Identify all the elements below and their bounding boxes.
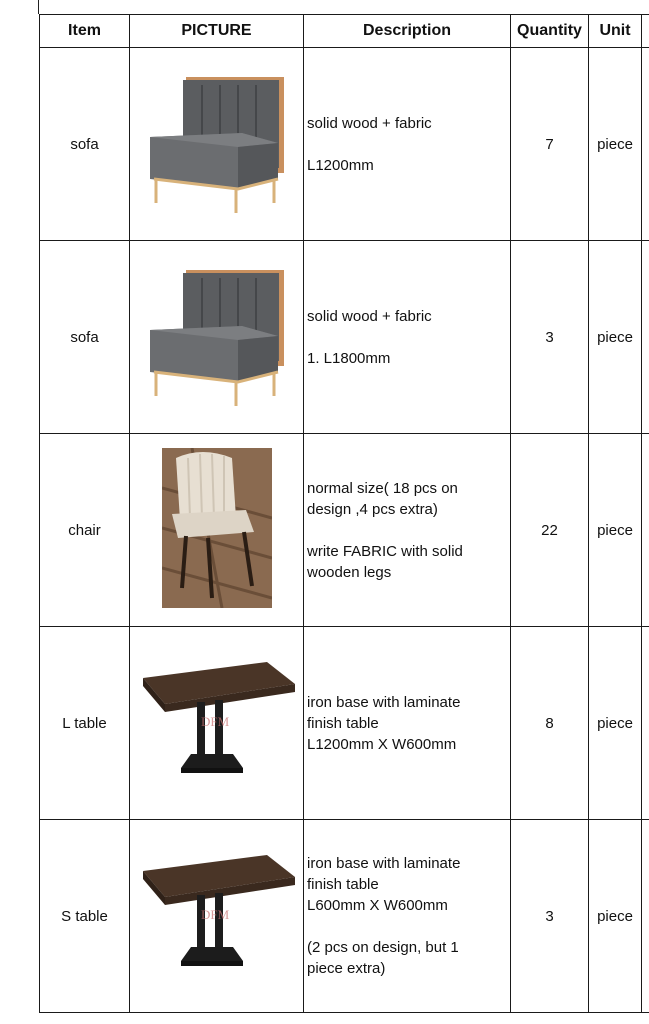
- description-line: 1. L1800mm: [307, 349, 391, 367]
- picture-cell: [130, 48, 304, 241]
- table-icon: [137, 656, 297, 790]
- description-line: finish table: [307, 714, 379, 732]
- description-line: write FABRIC with solid: [307, 542, 463, 560]
- sofa-icon: [142, 67, 292, 221]
- watermark-text: DFM: [200, 907, 229, 922]
- extra-cell: [642, 820, 649, 1013]
- table-icon: [137, 849, 297, 983]
- table-row: [40, 48, 649, 241]
- header-item: Item: [40, 15, 130, 48]
- description-line: iron base with laminate: [307, 855, 461, 872]
- item-name: S table: [40, 820, 130, 1013]
- unit-value: piece: [589, 820, 642, 1013]
- description-line: finish table: [307, 876, 379, 893]
- description-line: L1200mm: [307, 156, 374, 174]
- table-row: [40, 627, 649, 820]
- header-unit: Unit: [589, 15, 642, 48]
- picture-cell: [130, 241, 304, 434]
- header-quantity: Quantity: [511, 15, 589, 48]
- description-cell: [304, 48, 511, 241]
- quantity-value: 3: [511, 241, 589, 434]
- description-cell: [304, 434, 511, 627]
- description-line: [307, 327, 510, 348]
- description-line: solid wood + fabric: [307, 307, 432, 325]
- header-description: Description: [304, 15, 511, 48]
- extra-cell: [642, 48, 649, 241]
- header-picture: PICTURE: [130, 15, 304, 48]
- description-line: L600mm X W600mm: [307, 897, 448, 914]
- unit-value: piece: [589, 48, 642, 241]
- sofa-icon: [142, 260, 292, 414]
- item-name: chair: [40, 434, 130, 627]
- unit-value: piece: [589, 434, 642, 627]
- quantity-value: 3: [511, 820, 589, 1013]
- furniture-quotation-table: [39, 14, 649, 1013]
- description-line: normal size( 18 pcs on: [307, 479, 458, 497]
- item-name: sofa: [40, 241, 130, 434]
- quantity-value: 7: [511, 48, 589, 241]
- table-row: [40, 820, 649, 1013]
- table-row: [40, 241, 649, 434]
- description-line: design ,4 pcs extra): [307, 500, 438, 518]
- quantity-value: 22: [511, 434, 589, 627]
- description-line: (2 pcs on design, but 1: [307, 939, 459, 956]
- extra-cell: [642, 241, 649, 434]
- table-row: [40, 434, 649, 627]
- description-line: piece extra): [307, 960, 386, 977]
- top-rule: [38, 0, 39, 14]
- picture-cell: [130, 627, 304, 820]
- quantity-value: 8: [511, 627, 589, 820]
- watermark-text: DFM: [200, 714, 229, 729]
- item-name: L table: [40, 627, 130, 820]
- unit-value: piece: [589, 627, 642, 820]
- picture-cell: [130, 434, 304, 627]
- unit-value: piece: [589, 241, 642, 434]
- header-extra: [642, 15, 649, 48]
- description-line: L1200mm X W600mm: [307, 735, 457, 753]
- description-cell: [304, 820, 511, 1013]
- description-line: [307, 134, 510, 155]
- item-name: sofa: [40, 48, 130, 241]
- header-row: [40, 15, 649, 48]
- description-line: solid wood + fabric: [307, 114, 432, 132]
- description-cell: [304, 627, 511, 820]
- description-line: iron base with laminate: [307, 693, 461, 711]
- chair-icon: [162, 448, 272, 612]
- description-cell: [304, 241, 511, 434]
- extra-cell: [642, 434, 649, 627]
- description-line: [307, 520, 510, 541]
- description-line: wooden legs: [307, 563, 392, 581]
- extra-cell: [642, 627, 649, 820]
- description-line: [307, 916, 510, 937]
- picture-cell: [130, 820, 304, 1013]
